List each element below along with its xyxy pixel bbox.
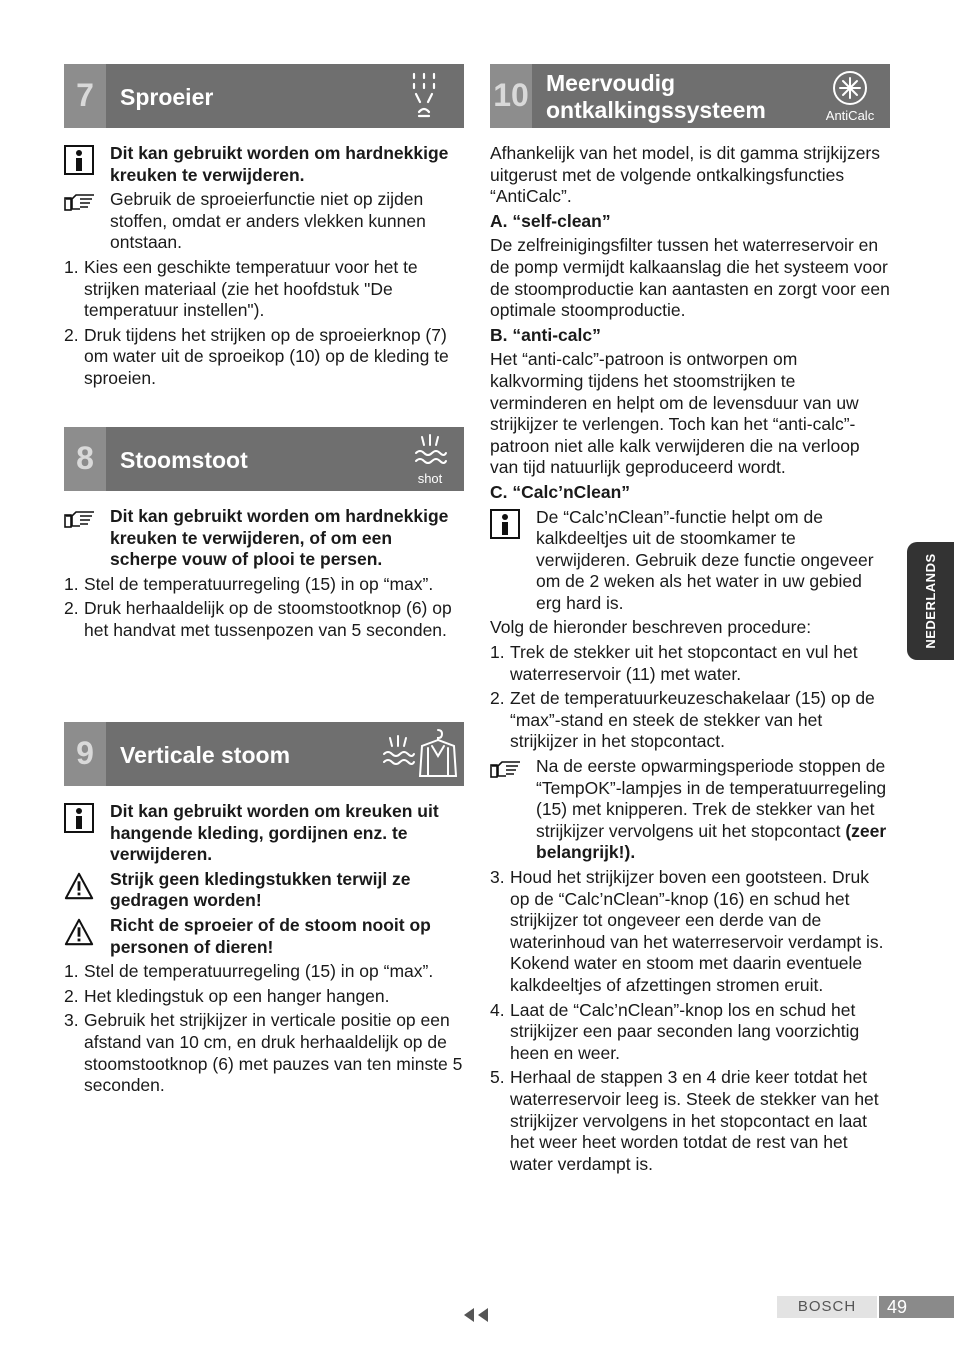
tip-note (490, 756, 890, 864)
section-9-header (64, 722, 464, 786)
tip-text-plain: Na de eerste opwarmingsperiode stoppen de “TempOK”-lampjes in de temperatuurregeling (15) met knipperen. Trek de stekker van het strijkijzer vervolgens uit het stopcontact (536, 756, 887, 841)
item-number: 4. (490, 999, 505, 1020)
subheading-b: B. “anti-calc” (490, 324, 601, 345)
warning-note (64, 915, 464, 958)
list-item (64, 986, 464, 1008)
list-item (490, 1000, 890, 1065)
item-number: 5. (490, 1067, 505, 1088)
section-number: 8 (64, 427, 106, 491)
warning-note (64, 869, 464, 912)
tip-note (64, 189, 464, 254)
steam-shot-icon (402, 431, 458, 487)
list-item (490, 642, 890, 685)
item-number: 1. (64, 573, 79, 594)
section-8-body (64, 506, 464, 645)
section-9-body (64, 801, 464, 1100)
item-text: Stel de temperatuurregeling (15) in op “max”. (84, 573, 434, 594)
item-number: 1. (64, 256, 79, 277)
tip-note (64, 506, 464, 571)
pointing-hand-icon (490, 756, 524, 780)
list-item (490, 867, 890, 997)
item-text: Stel de temperatuurregeling (15) in op “max”. (84, 961, 434, 982)
tip-text (536, 756, 890, 864)
page-number: 49 (879, 1296, 954, 1318)
item-text: Houd het strijkijzer boven een gootsteen. Druk op de “Calc’nClean”-knop (16) en schud het strijkijzer tot ongeveer een derde van de waterinhoud van het waterreservoir verdampt is. Kokend water en stoom met daarin eventuele kalkdeeltjes of afzettingen stromen eruit. (510, 867, 884, 995)
spray-icon (402, 68, 458, 124)
pointing-hand-icon (64, 506, 98, 530)
item-number: 2. (64, 324, 79, 345)
item-text: Zet de temperatuurkeuzeschakelaar (15) op de “max”-stand en steek de stekker van het strijkijzer in het stopcontact. (510, 688, 875, 752)
text-a: De zelfreinigingsfilter tussen het waterreservoir en de pomp vermijdt kalkaanslag die het systeem voor de stoomproductie kan aantasten en zorgt voor een optimale stoomproductie. (490, 235, 890, 321)
list-item (490, 1067, 890, 1175)
info-note (64, 143, 464, 186)
anticalc-label: AntiCalc (825, 108, 875, 123)
item-text: Druk tijdens het strijken op de sproeierknop (7) om water uit de sproeikop (10) op de kleding te sproeien. (84, 324, 449, 388)
warning-icon (64, 917, 94, 947)
item-text: Druk herhaaldelijk op de stoomstootknop (6) op het handvat met tussenpozen van 5 seconden. (84, 598, 452, 640)
item-text: Trek de stekker uit het stopcontact en vul het waterreservoir (11) met water. (510, 642, 858, 684)
info-icon (490, 509, 520, 539)
info-note (64, 801, 464, 866)
shot-label: shot (417, 471, 443, 486)
item-number: 2. (490, 688, 505, 709)
item-number: 1. (490, 642, 505, 663)
item-text: Het kledingstuk op een hanger hangen. (84, 985, 390, 1006)
section-title-line1: Meervoudig (546, 70, 676, 96)
list-item (64, 598, 464, 641)
tip-text-bold: (zeer belangrijk!). (536, 820, 887, 863)
back-arrows-icon (462, 1306, 494, 1324)
item-number: 3. (490, 867, 505, 887)
subheading-c: C. “Calc’nClean” (490, 481, 631, 502)
list-item (64, 961, 464, 983)
warning-text: Strijk geen kledingstukken terwijl ze gedragen worden! (110, 868, 411, 911)
section-title: Verticale stoom (120, 742, 291, 768)
section-title: Sproeier (120, 84, 214, 110)
item-number: 1. (64, 961, 79, 982)
item-number: 2. (64, 598, 79, 619)
list-item (64, 1010, 464, 1096)
list-item (64, 325, 464, 390)
intro-text: Afhankelijk van het model, is dit gamma strijkijzers uitgerust met de volgende ontkalkingsfuncties “AntiCalc”. (490, 143, 881, 207)
section-8-header (64, 427, 464, 491)
info-text: Dit kan gebruikt worden om kreuken uit hangende kleding, gordijnen enz. te verwijderen. (110, 801, 439, 865)
subheading-a: A. “self-clean” (490, 210, 611, 231)
list-item (64, 257, 464, 322)
section-10-body (490, 143, 890, 1178)
anticalc-icon (814, 68, 886, 124)
item-text: Kies een geschikte temperatuur voor het te strijken materiaal (zie het hoofdstuk "De temperatuur instellen"). (84, 256, 418, 321)
section-title: Stoomstoot (120, 447, 248, 473)
vertical-steam-icon (378, 726, 458, 782)
item-number: 3. (64, 1010, 79, 1031)
pointing-hand-icon (64, 189, 98, 213)
section-title-line2: ontkalkingssysteem (546, 97, 766, 123)
language-tab (907, 542, 954, 660)
info-icon (64, 803, 94, 833)
section-number: 7 (64, 64, 106, 128)
section-7-header (64, 64, 464, 128)
list-item (64, 574, 464, 596)
info-text: Dit kan gebruikt worden om hardnekkige kreuken te verwijderen. (110, 143, 449, 185)
item-text: Laat de “Calc’nClean”-knop los en schud het strijkijzer een paar seconden lang voorzichtig heen en weer. (510, 999, 860, 1063)
item-text: Herhaal de stappen 3 en 4 drie keer totdat het waterreservoir leeg is. Steek de stekker van het strijkijzer vervolgens in het stopcontact en laat het weer heet worden totdat de rest van het water verdampt is. (510, 1067, 879, 1174)
procedure-text: Volg de hieronder beschreven procedure: (490, 617, 812, 638)
info-icon (64, 145, 94, 175)
warning-text: Richt de sproeier of de stoom nooit op personen of dieren! (110, 914, 431, 957)
info-note (490, 507, 890, 615)
section-number: 9 (64, 722, 106, 786)
tip-text: Dit kan gebruikt worden om hardnekkige kreuken te verwijderen, of om een scherpe vouw of plooi te persen. (110, 506, 449, 570)
item-text: Gebruik het strijkijzer in verticale positie op een afstand van 10 cm, en druk herhaaldelijk op de stoomstootknop (6) met pauzes van ten minste 5 seconden. (84, 1010, 463, 1096)
section-10-header (490, 64, 890, 128)
brand-label: BOSCH (777, 1296, 877, 1318)
warning-icon (64, 871, 94, 901)
section-number: 10 (490, 64, 532, 128)
language-tab-label: NEDERLANDS (922, 553, 938, 649)
tip-text: Gebruik de sproeierfunctie niet op zijden stoffen, omdat er anders vlekken kunnen ontstaan. (110, 189, 426, 253)
item-number: 2. (64, 985, 79, 1006)
text-b: Het “anti-calc”-patroon is ontworpen om kalkvorming tijdens het stoomstrijken te verminderen en helpt om de levensduur van uw strijkijzer te verlengen. Toch kan het “anti-calc”-patroon niet alle kalk verwijderen die na verloop van tijd natuurlijk geproduceerd wordt. (490, 349, 860, 478)
info-text: De “Calc’nClean”-functie helpt om de kalkdeeltjes uit de stoomkamer te verwijderen. Gebruik deze functie ongeveer om de 2 weken als het water in uw gebied erg hard is. (536, 506, 874, 613)
section-7-body (64, 143, 464, 393)
list-item (490, 688, 890, 753)
